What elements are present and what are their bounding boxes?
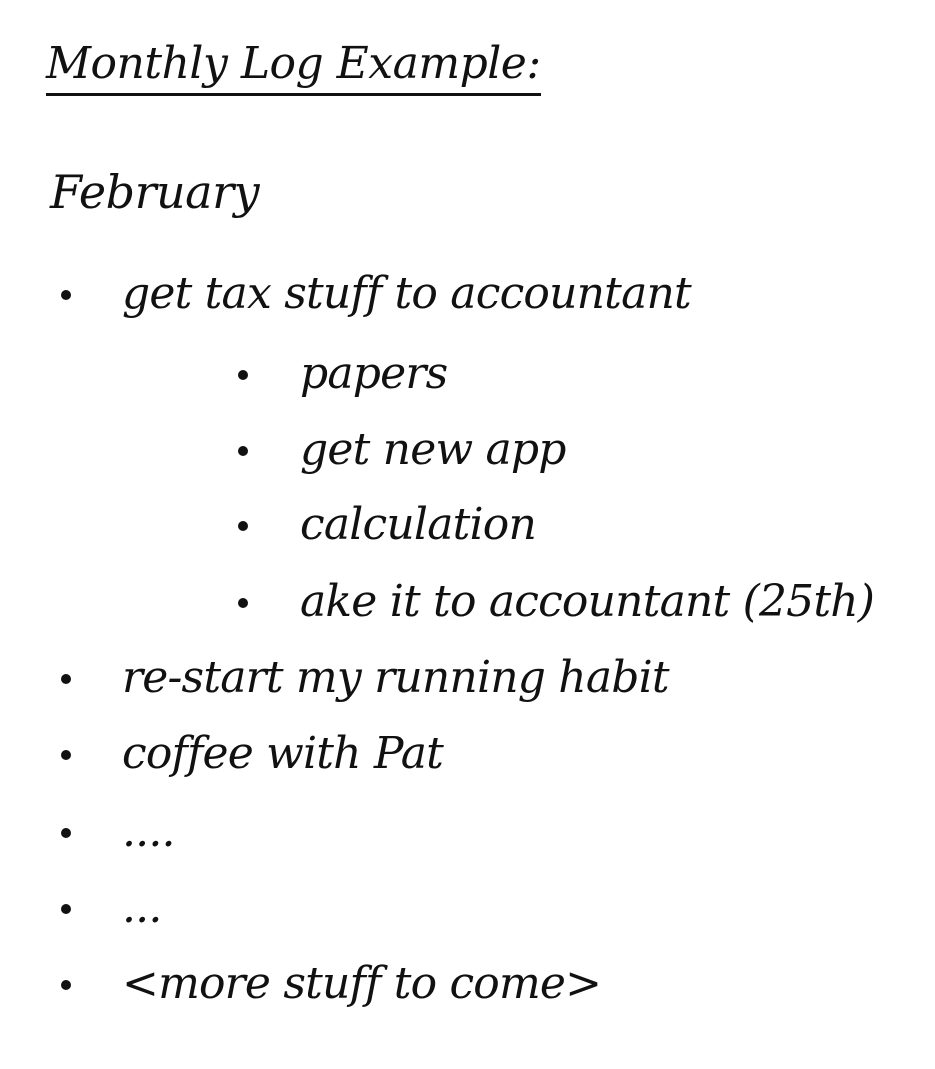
bullet-icon [238, 370, 248, 380]
list-item [0, 648, 935, 708]
list-item-text: get new app [300, 424, 566, 475]
sub-list-item [0, 420, 935, 480]
list-item [0, 878, 935, 938]
sub-list-item [0, 495, 935, 555]
list-item-text: .... [122, 806, 175, 857]
bullet-icon [61, 674, 71, 684]
list-item [0, 264, 935, 324]
bullet-icon [61, 750, 71, 760]
list-item [0, 802, 935, 862]
bullet-icon [61, 290, 71, 300]
sub-list-item [0, 572, 935, 632]
list-item-text: ake it to accountant (25th) [300, 576, 875, 627]
list-item [0, 724, 935, 784]
list-item-text: <more stuff to come> [122, 958, 602, 1009]
list-item-text: papers [300, 348, 448, 399]
month-heading: February [50, 165, 260, 219]
list-item-text: get tax stuff to accountant [122, 268, 691, 319]
list-item-text: ... [122, 882, 162, 933]
list-item-text: re-start my running habit [122, 652, 669, 703]
bullet-icon [238, 521, 248, 531]
sub-list-item [0, 344, 935, 404]
bullet-icon [238, 446, 248, 456]
bullet-icon [61, 828, 71, 838]
bullet-icon [238, 598, 248, 608]
list-item [0, 954, 935, 1014]
page-title: Monthly Log Example: [46, 38, 541, 96]
list-item-text: coffee with Pat [122, 728, 444, 779]
list-item-text: calculation [300, 499, 537, 550]
bullet-icon [61, 980, 71, 990]
bullet-icon [61, 904, 71, 914]
